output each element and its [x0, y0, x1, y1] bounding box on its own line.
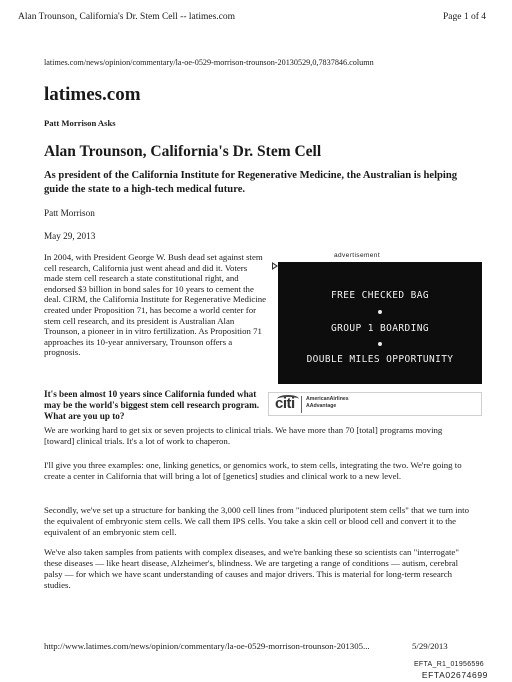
site-title: latimes.com [44, 84, 141, 105]
answer-paragraph: We are working hard to get six or seven projects to clinical trials. We have more than 70 [total] programs moving [toward] clinical trials. It's a lot of work to chaperon. [44, 425, 443, 446]
ad-bullet-icon [378, 310, 382, 314]
article-headline: Alan Trounson, California's Dr. Stem Cell [44, 143, 322, 160]
article-author: Patt Morrison [44, 208, 95, 218]
ad-line-boarding: GROUP 1 BOARDING [331, 323, 429, 334]
answer-paragraph: We've also taken samples from patients with complex diseases, and we're banking these so scientists can "interrogate" these diseases — like heart disease, Alzheimer's, blindness. We are targeting a range of conditions — autism, cerebral palsy — for which we have scant understanding of causes and major drivers. This is material for long-term research studies. [44, 547, 459, 590]
ad-line-checked-bag: FREE CHECKED BAG [331, 290, 429, 301]
answer-paragraph: I'll give you three examples: one, linking genetics, or genomics work, to stem cells, integrating the two. We're going to create a center in California that will bring a lot of [genetics] studies and clinical work to a new level. [44, 460, 462, 481]
article-url: latimes.com/news/opinion/commentary/la-oe-0529-morrison-trounson-20130529,0,7837846.column [44, 58, 374, 67]
aa-logo-line1: AmericanAirlines [306, 396, 349, 402]
ad-line-miles: DOUBLE MILES OPPORTUNITY [306, 354, 454, 365]
print-footer-date: 5/29/2013 [412, 641, 448, 651]
ad-logo-strip[interactable] [268, 392, 482, 416]
advertisement-label: advertisement [334, 252, 381, 259]
answer-paragraph: Secondly, we've set up a structure for banking the 3,000 cell lines from "induced pluripotent stem cells" that we turn into the equivalent of embryonic stem cells. We call them IPS cells. You take a skin cell or blood cell and convert it to the equivalent of an embryonic stem cell. [44, 505, 469, 537]
article-deck: As president of the California Institute for Regenerative Medicine, the Australian is helping guide the state to a high-tech medical future. [44, 170, 458, 195]
bates-stamp-primary: EFTA_R1_01956596 [413, 661, 484, 668]
american-airlines-logo [306, 396, 349, 409]
interview-question: It's been almost 10 years since California funded what may be the world's biggest stem cell research program. What are you up to? [44, 389, 260, 421]
print-header-title: Alan Trounson, California's Dr. Stem Cell -- latimes.com [18, 12, 236, 22]
article-date: May 29, 2013 [44, 231, 96, 241]
column-name: Patt Morrison Asks [44, 118, 116, 128]
advertisement-banner[interactable] [278, 262, 482, 384]
logo-divider [301, 396, 302, 413]
citi-logo: citi [275, 395, 295, 412]
bates-stamp-secondary: EFTA02674699 [421, 670, 488, 680]
print-header-page-number: Page 1 of 4 [442, 12, 486, 22]
print-footer-url: http://www.latimes.com/news/opinion/commentary/la-oe-0529-morrison-trounson-201305... [44, 641, 370, 651]
aa-logo-line2: AAdvantage [306, 402, 337, 409]
lead-paragraph: In 2004, with President George W. Bush dead set against stem cell research, California just went ahead and did it. Voters made stem cell research a state constitutional right, and endorsed $3 billion in bond sales for 10 years to cement the deal. CIRM, the California Institute for Regenerative Medicine created under Proposition 71, has become a world center for stem cell research, and its president is Australian Alan Trounson, a pioneer in in vitro fertilization. As Proposition 71 approaches its 10-year anniversary, Trounson offers a prognosis. [44, 252, 267, 358]
ad-bullet-icon [378, 342, 382, 346]
